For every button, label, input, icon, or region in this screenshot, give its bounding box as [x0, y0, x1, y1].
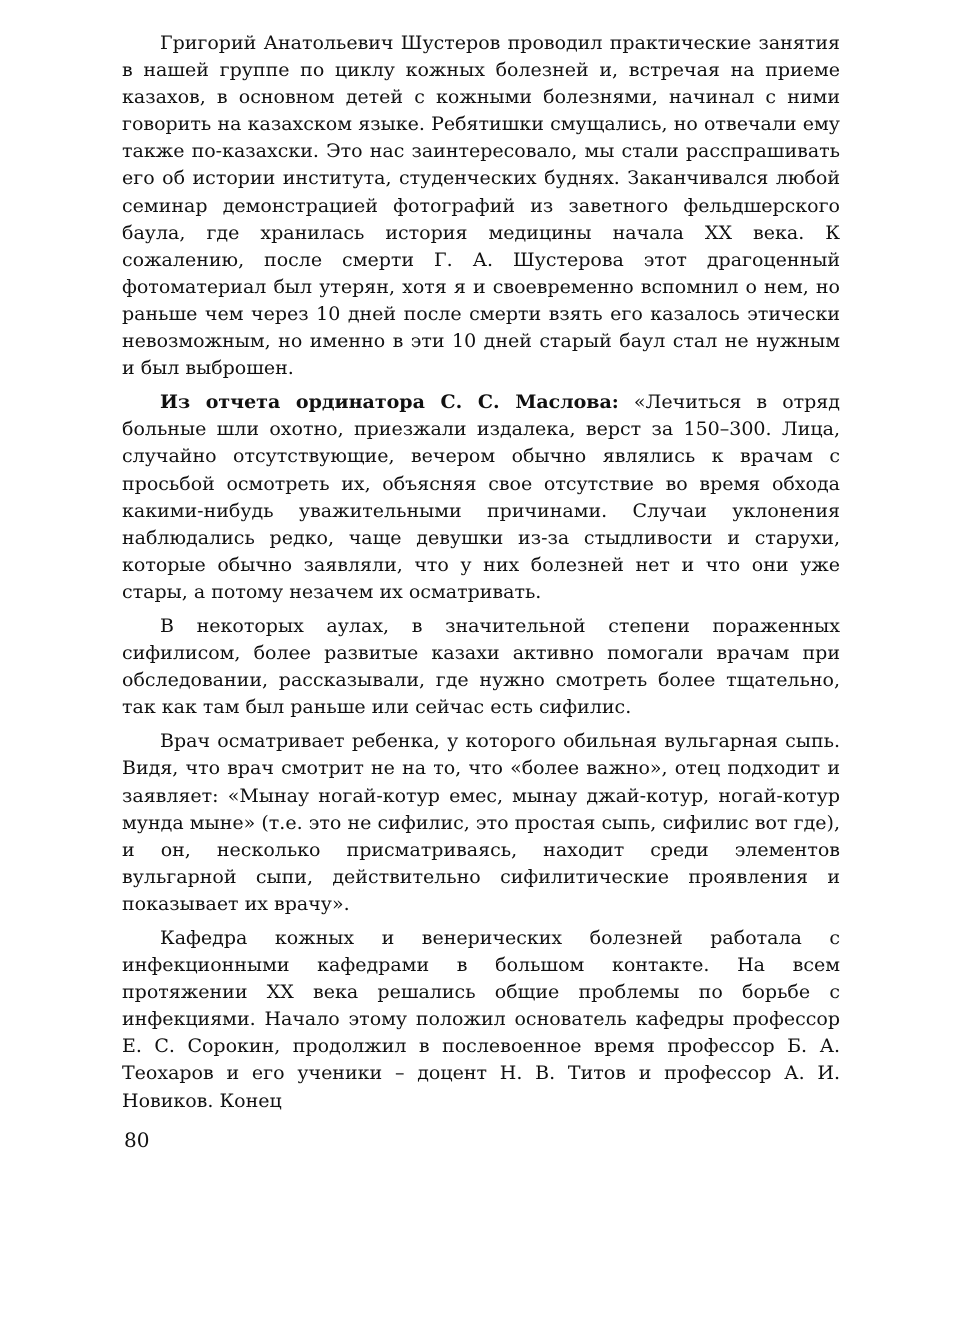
page-number: 80 — [124, 1128, 150, 1152]
body-text — [122, 30, 840, 1115]
paragraph-2-text: «Лечиться в отряд больные шли охотно, приезжали издалека, верст за 150–300. Лица, случайно отсутствующие, вечером обычно являлись к врачам с просьбой осмотреть их, объясняя свое отсутствие во время обхода какими-нибудь уважительными причинами. Случаи уклонения наблюдались редко, чаще девушки из-за стыдливости и старухи, которые обычно заявляли, что у них болезней нет и что они уже стары, а потому незачем их осматривать. — [122, 391, 840, 603]
paragraph-3-text: В некоторых аулах, в значительной степени пораженных сифилисом, более развитые казахи активно помогали врачам при обследовании, рассказывали, где нужно смотреть более тщательно, так как там был раньше или сейчас есть сифилис. — [122, 614, 840, 719]
paragraph-3 — [122, 613, 840, 721]
paragraph-5 — [122, 925, 840, 1115]
paragraph-2-lead: Из отчета ординатора С. С. Маслова: — [160, 391, 619, 414]
paragraph-4-text: Врач осматривает ребенка, у которого обильная вульгарная сыпь. Видя, что врач смотрит не на то, что «более важно», отец подходит и заявляет: «Мынау ногай-котур емес, мынау джай-котур, ногай-котур мунда мыне» (т.е. это не сифилис, это простая сыпь, сифилис вот где), и он, несколько присматриваясь, находит среди элементов вульгарной сыпи, действительно сифилитические проявления и показывает их врачу». — [122, 730, 840, 915]
paragraph-5-text: Кафедра кожных и венерических болезней работала с инфекционными кафедрами в большом контакте. На всем протяжении XX века решались общие проблемы по борьбе с инфекциями. Начало этому положил основатель кафедры профессор Е. С. Сорокин, продолжил в послевоенное время профессор Б. А. Теохаров и его ученики – доцент Н. В. Титов и профессор А. И. Новиков. Конец — [122, 927, 840, 1112]
paragraph-1-text: Григорий Анатольевич Шустеров проводил практические занятия в нашей группе по циклу кожных болезней и, встречая на приеме казахов, в основном детей с кожными болезнями, начинал с ними говорить на казахском языке. Ребятишки смущались, но отвечали ему также по-казахски. Это нас заинтересовало, мы стали расспрашивать его об истории института, студенческих буднях. Заканчивался любой семинар демонстрацией фотографий из заветного фельдшерского баула, где хранилась история медицины начала XX века. К сожалению, после смерти Г. А. Шустерова этот драгоценный фотоматериал был утерян, хотя я и своевременно вспомнил о нем, но раньше чем через 10 дней после смерти взять его казалось этически невозможным, но именно в эти 10 дней старый баул стал не нужным и был выброшен. — [122, 32, 840, 380]
paragraph-4 — [122, 728, 840, 918]
paragraph-2 — [122, 389, 840, 606]
paragraph-1 — [122, 30, 840, 382]
